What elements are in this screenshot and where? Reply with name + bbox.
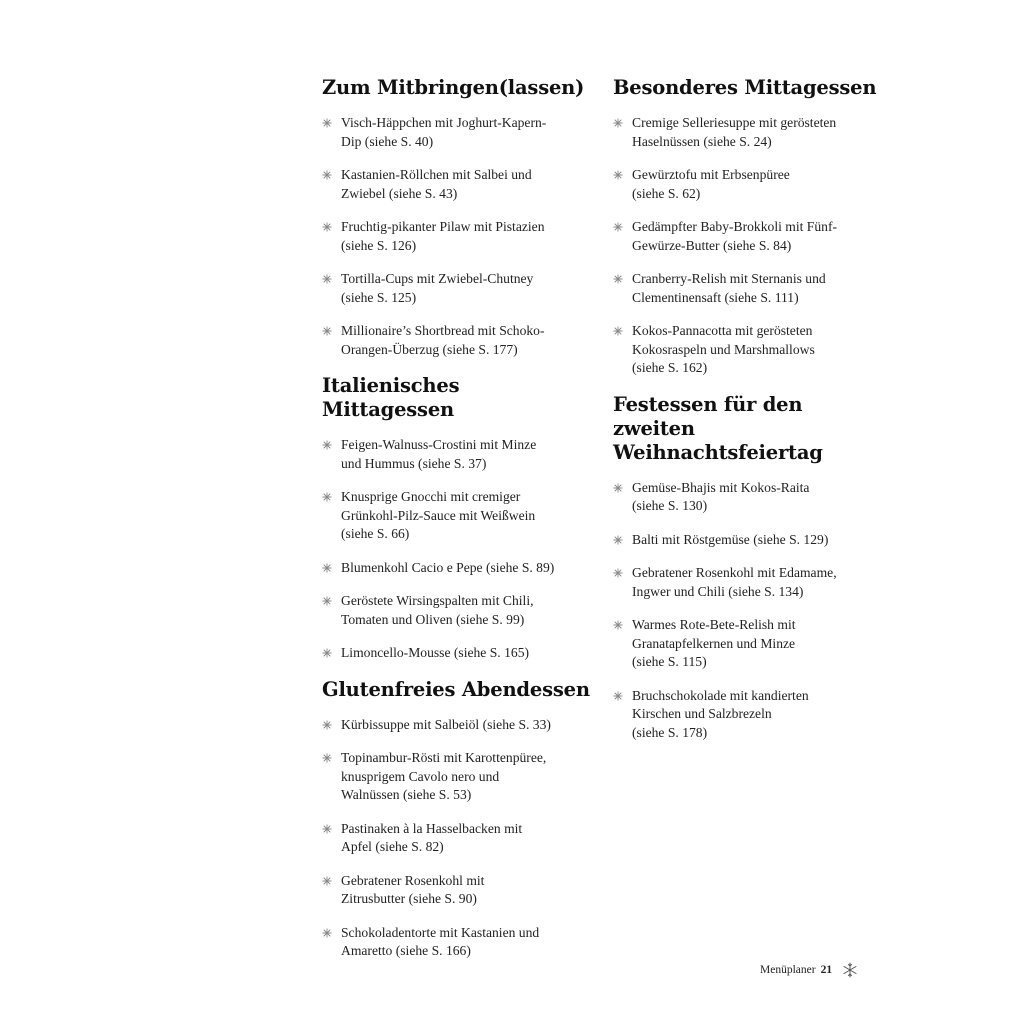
menu-item — [322, 592, 592, 629]
snowflake-icon — [842, 962, 858, 978]
menu-item-line: (siehe S. 62) — [632, 185, 701, 201]
menu-item — [613, 531, 883, 550]
star-bullet-icon — [322, 928, 332, 938]
menu-item-line: Geröstete Wirsingspalten mit Chili, — [341, 593, 534, 608]
star-bullet-icon — [322, 876, 332, 886]
page-footer — [760, 962, 858, 978]
menu-item-line: Granatapfelkernen und Minze — [632, 635, 796, 651]
star-bullet-icon — [322, 753, 332, 763]
menu-item-line: Walnüssen (siehe S. 53) — [341, 787, 472, 802]
menu-section — [322, 374, 592, 663]
menu-list — [613, 114, 883, 378]
menu-item-line: Kokosraspeln und Marshmallows — [632, 341, 815, 357]
menu-list — [322, 436, 592, 663]
star-bullet-icon — [322, 824, 332, 834]
section-title-line: Weihnachtsfeiertag — [613, 440, 823, 464]
star-bullet-icon — [322, 720, 332, 730]
menu-item — [322, 872, 592, 909]
star-bullet-icon — [613, 170, 623, 180]
star-bullet-icon — [322, 118, 332, 128]
menu-item-line: Cranberry-Relish mit Sternanis und — [632, 271, 826, 286]
menu-item — [322, 218, 592, 255]
menu-list — [613, 479, 883, 743]
menu-item-line: Millionaire’s Shortbread mit Schoko- — [341, 323, 545, 338]
menu-item — [322, 820, 592, 857]
menu-item-line: (siehe S. 130) — [632, 498, 708, 513]
menu-item-line: Balti mit Röstgemüse (siehe S. 129) — [632, 531, 829, 547]
menu-item — [322, 644, 592, 663]
menu-item — [322, 270, 592, 307]
menu-item-line: Gebratener Rosenkohl mit Edamame, — [632, 565, 837, 580]
menu-item-line: Gedämpfter Baby-Brokkoli mit Fünf- — [632, 219, 838, 234]
menu-section — [613, 393, 883, 743]
star-bullet-icon — [613, 118, 623, 128]
menu-item — [322, 924, 592, 961]
menu-section — [322, 76, 592, 359]
star-bullet-icon — [322, 563, 332, 573]
left-column — [322, 76, 592, 976]
star-bullet-icon — [322, 170, 332, 180]
menu-item — [613, 564, 883, 601]
menu-item-line: Knusprige Gnocchi mit cremiger — [341, 489, 521, 504]
star-bullet-icon — [613, 274, 623, 284]
menu-item — [613, 270, 883, 307]
menu-item-line: Gemüse-Bhajis mit Kokos-Raita — [632, 479, 810, 495]
menu-list — [322, 114, 592, 359]
star-bullet-icon — [613, 326, 623, 336]
menu-item — [613, 166, 883, 203]
menu-item-line: (siehe S. 66) — [341, 526, 410, 541]
section-title: Italienisches Mittagessen — [322, 374, 460, 421]
star-bullet-icon — [322, 326, 332, 336]
menu-item-line: Kirschen und Salzbrezeln — [632, 706, 772, 721]
footer-label: Menüplaner — [760, 964, 816, 976]
right-column — [613, 76, 883, 757]
menu-item-line: Orangen-Überzug (siehe S. 177) — [341, 341, 518, 357]
menu-item-line: Warmes Rote-Bete-Relish mit — [632, 617, 796, 632]
menu-item — [613, 479, 883, 516]
star-bullet-icon — [322, 492, 332, 502]
star-bullet-icon — [322, 596, 332, 606]
menu-item-line: Dip (siehe S. 40) — [341, 133, 434, 149]
menu-item-line: Apfel (siehe S. 82) — [341, 839, 444, 854]
section-title-line: Besonderes Mittagessen — [613, 76, 877, 99]
menu-item-line: Kokos-Pannacotta mit gerösteten — [632, 323, 813, 338]
menu-item-line: Topinambur-Rösti mit Karottenpüree, — [341, 750, 547, 765]
menu-item — [322, 166, 592, 203]
menu-item — [322, 488, 592, 544]
menu-item-line: Haselnüssen (siehe S. 24) — [632, 133, 772, 149]
menu-item — [613, 687, 883, 743]
menu-item-line: (siehe S. 126) — [341, 237, 417, 253]
star-bullet-icon — [322, 222, 332, 232]
menu-item-line: Pastinaken à la Hasselbacken mit — [341, 820, 523, 836]
menu-item-line: Zitrusbutter (siehe S. 90) — [341, 891, 477, 906]
menu-item-line: (siehe S. 125) — [341, 289, 417, 305]
menu-item — [613, 218, 883, 255]
section-title: Glutenfreies Abendessen — [322, 677, 590, 701]
menu-section — [613, 76, 883, 378]
menu-item-line: knusprigem Cavolo nero und — [341, 768, 500, 784]
menu-item-line: Amaretto (siehe S. 166) — [341, 943, 471, 958]
star-bullet-icon — [613, 222, 623, 232]
menu-item-line: (siehe S. 115) — [632, 654, 707, 669]
menu-list — [322, 716, 592, 961]
menu-item-line: Kastanien-Röllchen mit Salbei und — [341, 167, 532, 182]
menu-item-line: Schokoladentorte mit Kastanien und — [341, 924, 540, 940]
section-title — [613, 76, 883, 100]
menu-section — [322, 678, 592, 961]
menu-item — [613, 322, 883, 378]
menu-item-line: Bruchschokolade mit kandierten — [632, 687, 809, 703]
menu-item-line: (siehe S. 162) — [632, 360, 708, 375]
menu-item-line: Fruchtig-pikanter Pilaw mit Pistazien — [341, 219, 545, 234]
menu-item — [322, 322, 592, 359]
star-bullet-icon — [613, 620, 623, 630]
menu-item — [322, 559, 592, 578]
menu-item-line: Zwiebel (siehe S. 43) — [341, 185, 458, 201]
menu-item — [322, 436, 592, 473]
menu-item-line: Tortilla-Cups mit Zwiebel-Chutney — [341, 271, 534, 286]
section-title — [613, 393, 883, 465]
star-bullet-icon — [322, 274, 332, 284]
menu-item — [613, 114, 883, 151]
star-bullet-icon — [613, 535, 623, 545]
menu-item-line: Gebratener Rosenkohl mit — [341, 872, 485, 888]
menu-item-line: (siehe S. 178) — [632, 724, 708, 740]
menu-item-line: Gewürze-Butter (siehe S. 84) — [632, 237, 792, 253]
page-number: 21 — [820, 964, 833, 976]
section-title-line: Festessen für den zweiten — [613, 392, 803, 440]
menu-item-line: Kürbissuppe mit Salbeiöl (siehe S. 33) — [341, 716, 551, 732]
star-bullet-icon — [613, 568, 623, 578]
menu-item-line: Limoncello-Mousse (siehe S. 165) — [341, 645, 530, 660]
menu-item-line: Tomaten und Oliven (siehe S. 99) — [341, 611, 525, 627]
menu-item-line: Clementinensaft (siehe S. 111) — [632, 289, 799, 305]
menu-item — [613, 616, 883, 672]
section-title: Zum Mitbringen(lassen) — [322, 76, 585, 99]
menu-item-line: und Hummus (siehe S. 37) — [341, 455, 487, 471]
menu-item — [322, 114, 592, 151]
menu-item-line: Blumenkohl Cacio e Pepe (siehe S. 89) — [341, 559, 555, 575]
star-bullet-icon — [322, 648, 332, 658]
menu-item-line: Grünkohl-Pilz-Sauce mit Weißwein — [341, 507, 536, 523]
menu-item-line: Gewürztofu mit Erbsenpüree — [632, 167, 790, 182]
star-bullet-icon — [613, 691, 623, 701]
star-bullet-icon — [613, 483, 623, 493]
menu-item — [322, 716, 592, 735]
menu-item — [322, 749, 592, 805]
menu-item-line: Feigen-Walnuss-Crostini mit Minze — [341, 437, 537, 452]
menu-item-line: Cremige Selleriesuppe mit gerösteten — [632, 115, 837, 130]
menu-item-line: Ingwer und Chili (siehe S. 134) — [632, 583, 804, 599]
star-bullet-icon — [322, 440, 332, 450]
menu-item-line: Visch-Häppchen mit Joghurt-Kapern- — [341, 115, 547, 130]
